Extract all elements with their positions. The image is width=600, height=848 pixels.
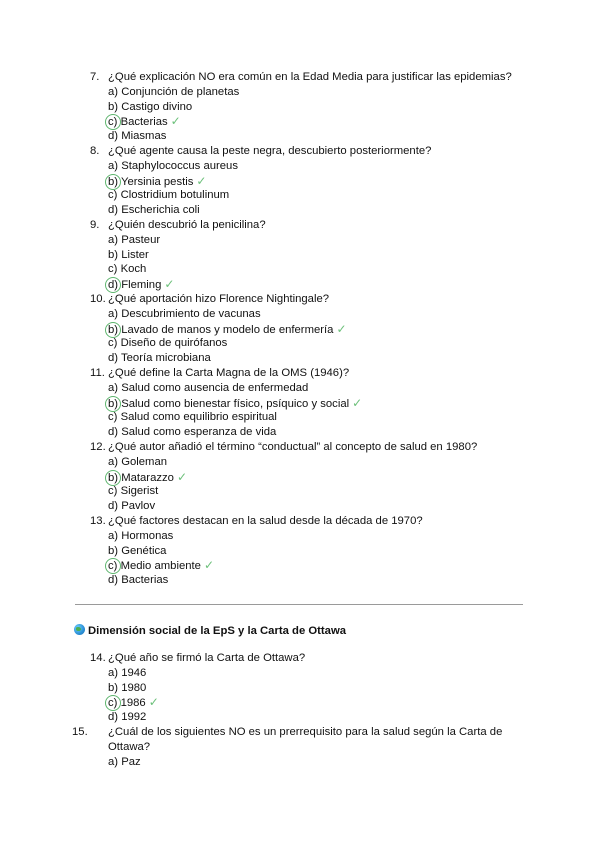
question-number: 15.	[72, 725, 88, 738]
answer-option[interactable]	[90, 174, 512, 189]
answer-text: Staphylococcus aureus	[121, 159, 238, 172]
answer-text: Bacterias	[120, 116, 168, 129]
question-text	[90, 366, 512, 381]
answer-option[interactable]	[90, 277, 512, 292]
answer-text: Lavado de manos y modelo de enfermería	[121, 323, 334, 336]
answer-letter-selected: c)	[108, 560, 118, 573]
question-label: ¿Quién descubrió la penicilina?	[108, 218, 266, 231]
answer-letter-selected: b)	[108, 471, 119, 484]
answer-option[interactable]	[90, 425, 512, 440]
answer-option[interactable]	[90, 410, 512, 425]
question	[90, 144, 512, 218]
answer-option[interactable]	[90, 351, 512, 366]
check-icon: ✓	[196, 173, 207, 188]
answer-option[interactable]	[90, 455, 512, 470]
answer-option[interactable]	[90, 203, 512, 218]
answer-letter: d)	[108, 352, 119, 365]
answer-option[interactable]	[90, 396, 512, 411]
answer-text: Sigerist	[120, 485, 159, 498]
answer-text: Goleman	[121, 455, 168, 468]
question	[90, 651, 518, 725]
answer-option[interactable]	[90, 755, 518, 770]
answer-option[interactable]	[90, 129, 512, 144]
check-icon: ✓	[176, 469, 187, 484]
check-icon: ✓	[203, 558, 215, 573]
question	[90, 440, 512, 514]
question-label: ¿Qué año se firmó la Carta de Ottawa?	[108, 652, 306, 664]
answer-text: Medio ambiente	[120, 560, 201, 573]
answer-option[interactable]	[90, 695, 518, 710]
answer-option[interactable]	[90, 470, 512, 485]
answer-option[interactable]	[90, 573, 512, 588]
questions-block-bottom	[72, 651, 518, 769]
answer-option[interactable]	[90, 529, 512, 544]
answer-option[interactable]	[90, 336, 512, 351]
answer-option[interactable]	[90, 188, 512, 203]
answer-letter: a)	[108, 755, 119, 768]
answer-text: 1992	[121, 711, 147, 724]
answer-text: Fleming	[121, 279, 162, 292]
answer-option[interactable]	[90, 233, 512, 248]
answer-option[interactable]	[90, 499, 512, 514]
answer-letter: a)	[108, 159, 119, 172]
question-text	[72, 725, 518, 755]
answer-option[interactable]	[90, 544, 512, 559]
answer-letter: a)	[108, 233, 119, 246]
answer-letter: d)	[108, 204, 119, 217]
question	[90, 70, 512, 144]
answer-option[interactable]	[90, 159, 512, 174]
answer-letter-selected: c)	[108, 116, 118, 129]
answer-text: Salud como ausencia de enfermedad	[121, 381, 309, 394]
answer-option[interactable]	[90, 307, 512, 322]
answer-letter: c)	[108, 485, 118, 498]
question-label: ¿Qué explicación NO era común en la Edad Media para justificar las epidemias?	[108, 71, 512, 83]
question-number: 11.	[90, 366, 105, 379]
answer-letter-selected: b)	[108, 323, 119, 336]
answer-text: Clostridium botulinum	[120, 189, 230, 202]
answer-letter-selected: d)	[108, 279, 119, 292]
answer-text: Escherichia coli	[121, 204, 200, 217]
answer-text: Bacterias	[121, 574, 169, 587]
answer-letter: b)	[108, 248, 119, 261]
question-label: ¿Qué factores destacan en la salud desde la década de 1970?	[108, 514, 423, 527]
check-icon: ✓	[164, 277, 175, 292]
answer-letter: b)	[108, 100, 119, 113]
answer-text: 1980	[121, 681, 147, 694]
answer-letter-selected: c)	[108, 697, 118, 710]
question	[90, 366, 512, 440]
answer-letter: d)	[108, 574, 119, 587]
question-number: 14.	[90, 652, 106, 664]
answer-letter: a)	[108, 381, 119, 394]
answer-text: Teoría microbiana	[120, 352, 211, 365]
answer-text: Koch	[120, 263, 147, 276]
answer-text: Paz	[121, 755, 141, 768]
answer-text: 1986	[120, 697, 146, 710]
answer-text: 1946	[121, 666, 147, 679]
answer-letter-selected: b)	[108, 175, 119, 188]
answer-option[interactable]	[90, 558, 512, 573]
question-number: 10.	[90, 292, 106, 305]
question	[90, 218, 512, 292]
answer-letter: a)	[108, 666, 119, 679]
answer-option[interactable]	[90, 114, 512, 129]
answer-option[interactable]	[90, 100, 512, 115]
answer-text: Yersinia pestis	[120, 175, 194, 188]
globe-icon	[74, 624, 85, 635]
answer-text: Salud como bienestar físico, psíquico y social	[121, 397, 350, 410]
question-text	[90, 144, 512, 159]
answer-letter: a)	[108, 455, 119, 468]
question-text	[90, 292, 512, 307]
question-label: ¿Qué aportación hizo Florence Nightingale?	[108, 292, 330, 305]
answer-letter: c)	[108, 337, 118, 350]
answer-letter: c)	[108, 263, 118, 276]
answer-text: Genética	[121, 544, 167, 557]
answer-text: Pavlov	[121, 500, 156, 513]
check-icon: ✓	[148, 695, 159, 710]
answer-option[interactable]	[90, 666, 518, 681]
answer-letter: b)	[108, 544, 119, 557]
answer-text: Matarazzo	[121, 471, 174, 484]
answer-letter: b)	[108, 681, 119, 694]
answer-letter-selected: b)	[108, 397, 119, 410]
answer-letter: a)	[108, 529, 119, 542]
question-text	[90, 440, 512, 455]
answer-text: Miasmas	[121, 130, 167, 143]
answer-text: Lister	[121, 248, 149, 261]
check-icon: ✓	[336, 321, 347, 336]
answer-letter: c)	[108, 189, 118, 202]
answer-option[interactable]	[90, 484, 512, 499]
check-icon: ✓	[170, 114, 181, 129]
question-text	[90, 514, 512, 529]
answer-text: Descubrimiento de vacunas	[121, 307, 261, 320]
question-number: 13.	[90, 514, 106, 527]
question-number: 9.	[90, 218, 100, 231]
question-label: ¿Qué autor añadió el término “conductual” al concepto de salud en 1980?	[108, 440, 478, 453]
question	[72, 725, 518, 769]
answer-letter: a)	[108, 85, 119, 98]
answer-letter: d)	[108, 711, 119, 724]
answer-text: Conjunción de planetas	[121, 85, 240, 98]
question-text	[90, 70, 512, 85]
answer-letter: d)	[108, 500, 119, 513]
answer-text: Pasteur	[121, 233, 161, 246]
section-title-text: Dimensión social de la EpS y la Carta de Ottawa	[88, 625, 347, 637]
answer-option[interactable]	[90, 322, 512, 337]
answer-letter: d)	[108, 130, 119, 143]
answer-text: Hormonas	[121, 529, 174, 542]
answer-text: Salud como esperanza de vida	[121, 426, 277, 439]
questions-block-top	[90, 70, 512, 588]
answer-letter: d)	[108, 426, 119, 439]
question-number: 7.	[90, 71, 100, 83]
answer-option[interactable]	[90, 248, 512, 263]
question-label: ¿Qué agente causa la peste negra, descubierto posteriormente?	[108, 144, 432, 157]
question-label: ¿Qué define la Carta Magna de la OMS (1946)?	[108, 366, 350, 379]
answer-option[interactable]	[90, 262, 512, 277]
answer-option[interactable]	[90, 710, 518, 725]
answer-text: Castigo divino	[121, 100, 193, 113]
answer-letter: a)	[108, 307, 119, 320]
section-divider	[75, 604, 523, 605]
question	[90, 292, 512, 366]
question-number: 12.	[90, 440, 106, 453]
question-text	[90, 218, 512, 233]
question	[90, 514, 512, 588]
answer-option[interactable]	[90, 381, 512, 396]
check-icon: ✓	[352, 395, 363, 410]
answer-option[interactable]	[90, 85, 512, 100]
answer-text: Salud como equilibrio espiritual	[120, 411, 277, 424]
answer-option[interactable]	[90, 681, 518, 696]
answer-text: Diseño de quirófanos	[120, 337, 228, 350]
question-label: ¿Cuál de los siguientes NO es un prerrequisito para la salud según la Carta de Ottawa?	[108, 725, 503, 753]
question-number: 8.	[90, 144, 100, 157]
answer-letter: c)	[108, 411, 118, 424]
section-title	[74, 624, 346, 637]
question-text	[90, 651, 518, 666]
